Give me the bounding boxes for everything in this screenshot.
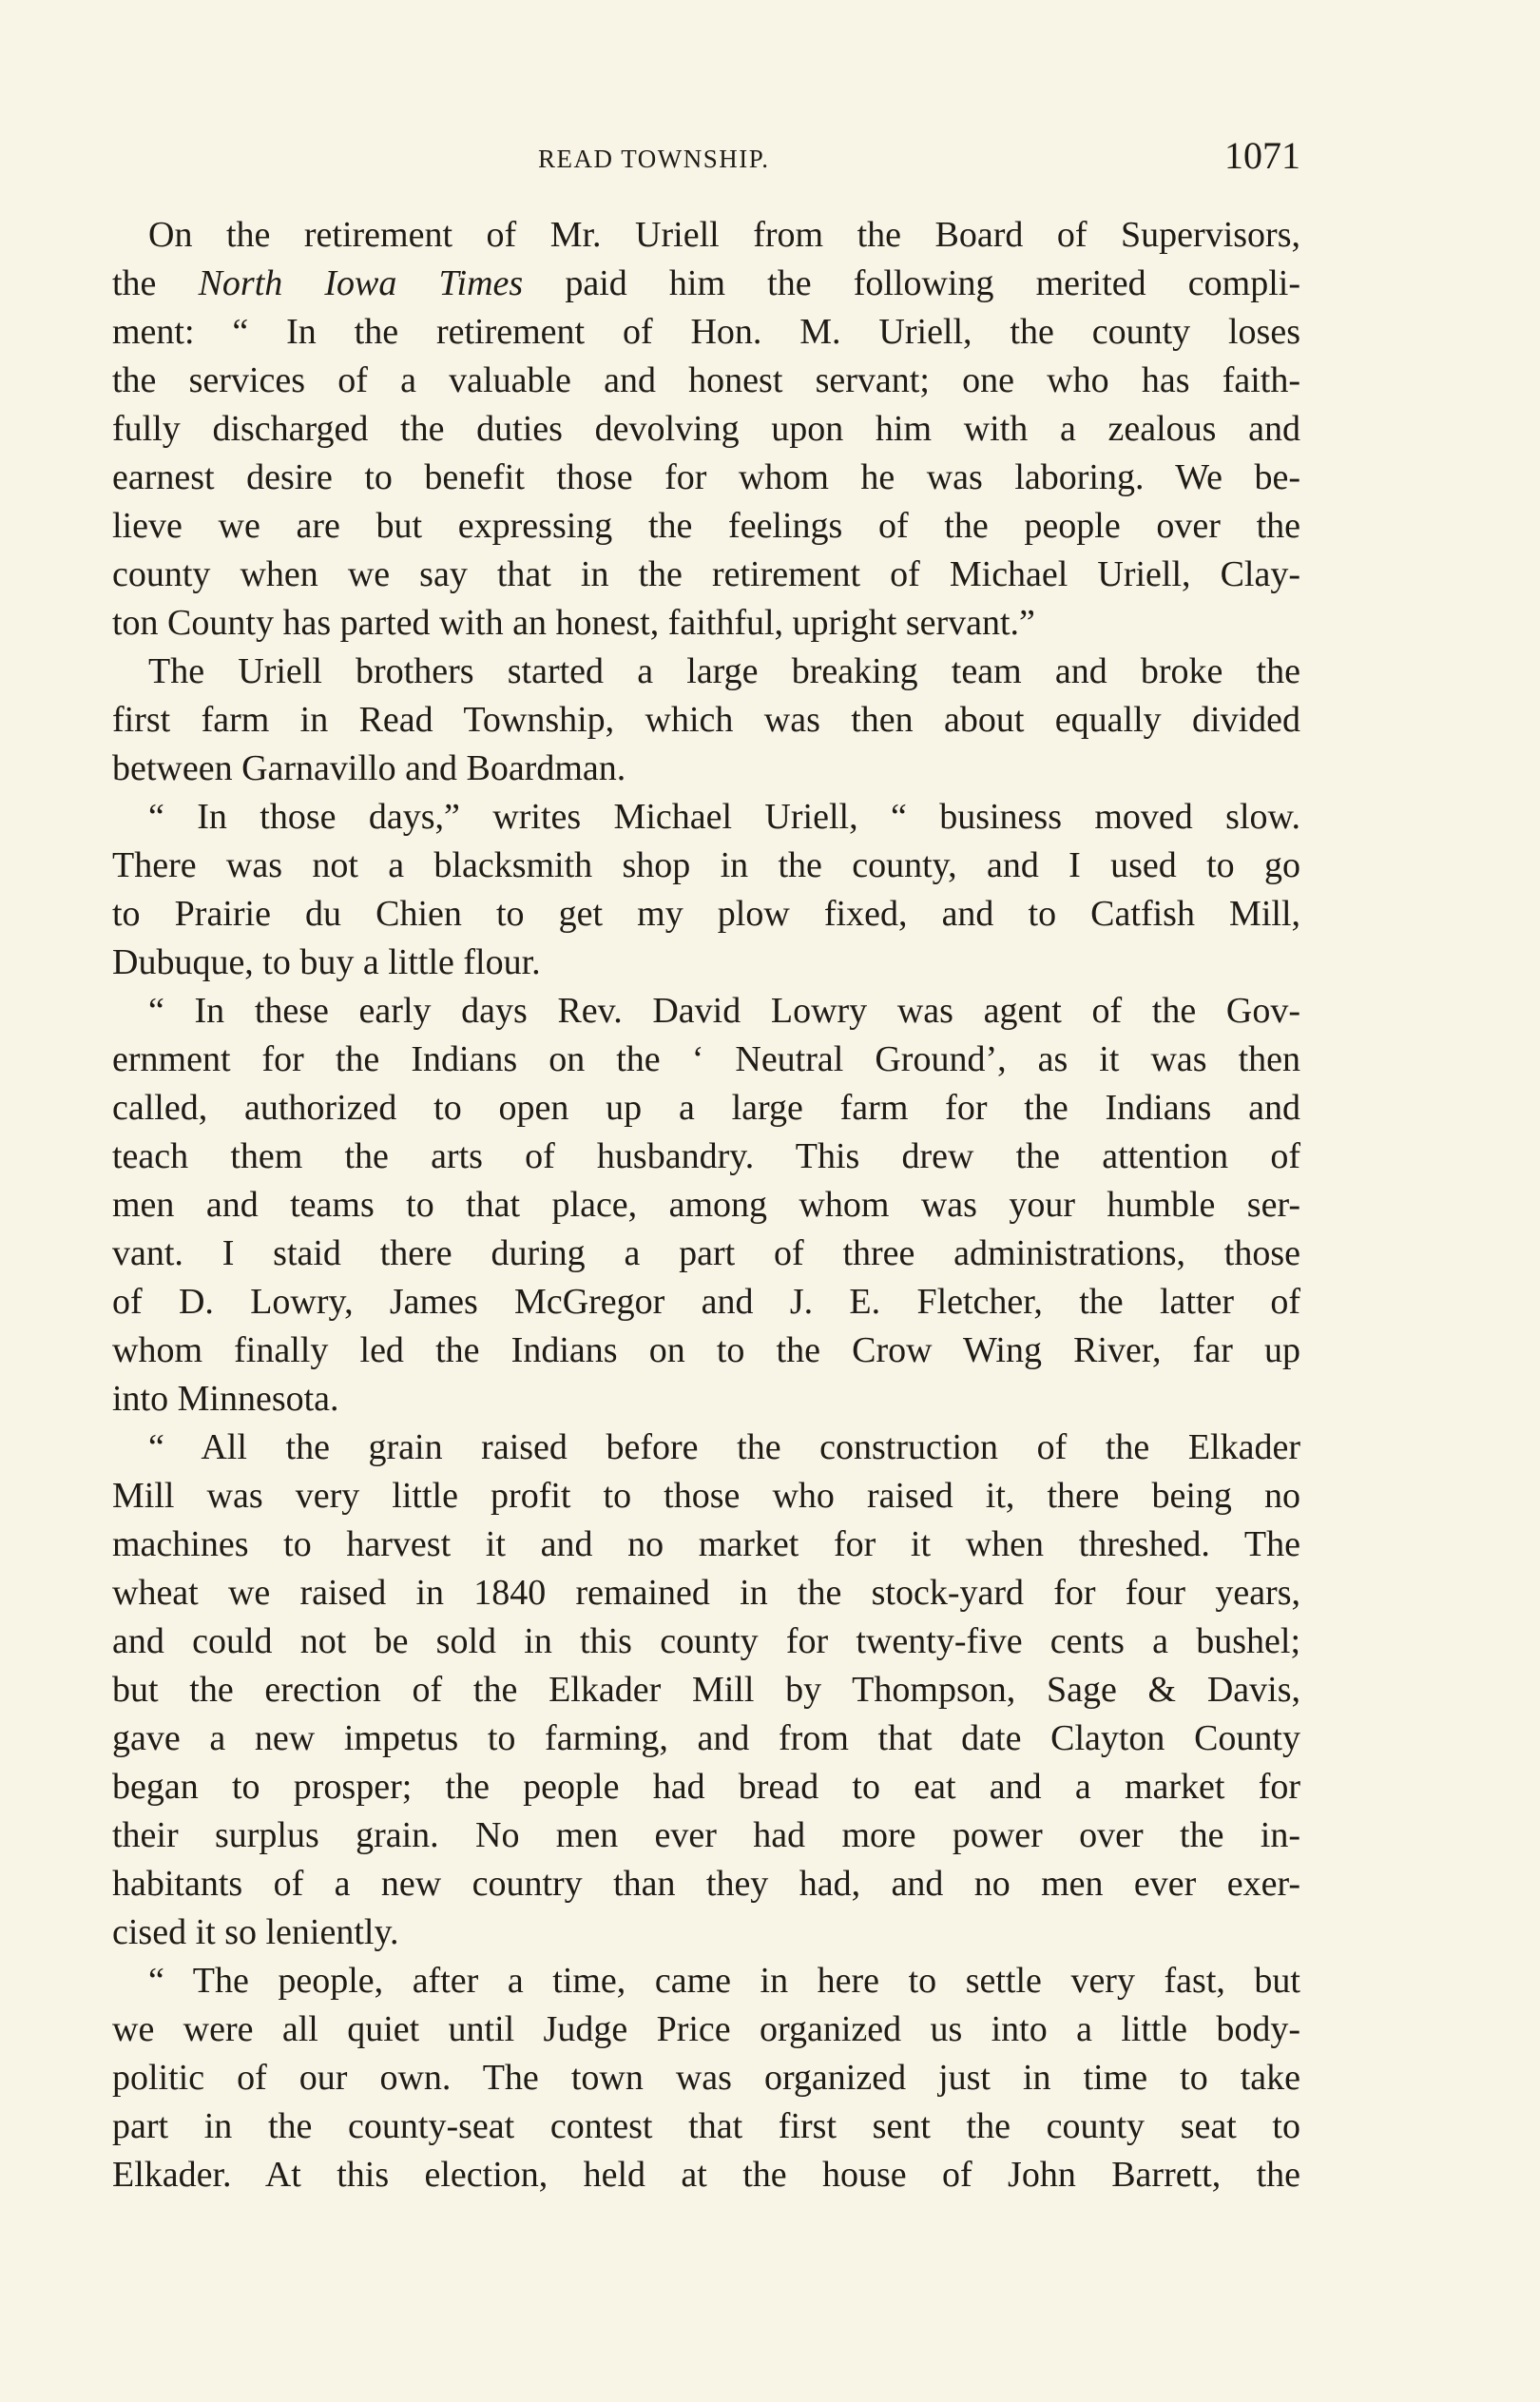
text-line: first farm in Read Township, which was then about equally divided xyxy=(112,700,1300,740)
text-line: lieve we are but expressing the feelings of the people over the xyxy=(112,506,1300,546)
text-line: county when we say that in the retirement of Michael Uriell, Clay- xyxy=(112,554,1300,594)
text-line: ton County has parted with an honest, faithful, upright servant.” xyxy=(112,603,1035,643)
body-text xyxy=(112,211,1300,2199)
text-line: Elkader. At this election, held at the house of John Barrett, the xyxy=(112,2155,1300,2195)
text-line: whom finally led the Indians on to the Crow Wing River, far up xyxy=(112,1330,1300,1370)
text-line: politic of our own. The town was organized just in time to take xyxy=(112,2058,1300,2098)
text-line: their surplus grain. No men ever had more power over the in- xyxy=(112,1815,1300,1855)
text-line: into Minnesota. xyxy=(112,1379,339,1419)
text-line: we were all quiet until Judge Price organized us into a little body- xyxy=(112,2009,1300,2049)
text-line: “ In those days,” writes Michael Uriell, “ business moved slow. xyxy=(148,797,1300,837)
text-line: and could not be sold in this county for twenty-five cents a bushel; xyxy=(112,1621,1300,1661)
text-line: fully discharged the duties devolving upon him with a zealous and xyxy=(112,409,1300,449)
text-line: The Uriell brothers started a large breaking team and broke the xyxy=(148,651,1300,691)
page-number: 1071 xyxy=(1224,134,1300,177)
text-line: began to prosper; the people had bread to eat and a market for xyxy=(112,1767,1300,1807)
text-line: men and teams to that place, among whom was your humble ser- xyxy=(112,1185,1300,1225)
text-line: vant. I staid there during a part of three administrations, those xyxy=(112,1233,1300,1273)
newspaper-title: North Iowa Times xyxy=(198,263,524,303)
text-line: habitants of a new country than they had, and no men ever exer- xyxy=(112,1864,1300,1904)
text-line: Dubuque, to buy a little flour. xyxy=(112,942,541,982)
text-line: Mill was very little profit to those who raised it, there being no xyxy=(112,1476,1300,1516)
running-title: READ TOWNSHIP. xyxy=(538,145,770,173)
text-line: ment: “ In the retirement of Hon. M. Uriell, the county loses xyxy=(112,312,1300,352)
text-line: the North Iowa Times paid him the following merited compli- xyxy=(112,263,1300,303)
text-line: called, authorized to open up a large farm for the Indians and xyxy=(112,1088,1300,1128)
text-line: part in the county-seat contest that first sent the county seat to xyxy=(112,2106,1300,2146)
text-line: wheat we raised in 1840 remained in the stock-yard for four years, xyxy=(112,1573,1300,1613)
text-line: but the erection of the Elkader Mill by Thompson, Sage & Davis, xyxy=(112,1670,1300,1710)
text-line: machines to harvest it and no market for it when threshed. The xyxy=(112,1524,1300,1564)
text-line: cised it so leniently. xyxy=(112,1912,399,1952)
text-line: teach them the arts of husbandry. This drew the attention of xyxy=(112,1136,1300,1176)
text-line: between Garnavillo and Boardman. xyxy=(112,748,626,788)
text-line: ernment for the Indians on the ‘ Neutral Ground’, as it was then xyxy=(112,1039,1300,1079)
text-line: earnest desire to benefit those for whom he was laboring. We be- xyxy=(112,457,1300,497)
text-line: the services of a valuable and honest servant; one who has faith- xyxy=(112,360,1300,400)
text-line: to Prairie du Chien to get my plow fixed, and to Catfish Mill, xyxy=(112,894,1300,934)
running-head xyxy=(112,133,1300,190)
text-line: gave a new impetus to farming, and from that date Clayton County xyxy=(112,1718,1300,1758)
text-line: On the retirement of Mr. Uriell from the Board of Supervisors, xyxy=(148,215,1300,255)
text-line: There was not a blacksmith shop in the county, and I used to go xyxy=(112,845,1300,885)
text-line: of D. Lowry, James McGregor and J. E. Fletcher, the latter of xyxy=(112,1282,1300,1322)
text-line: “ In these early days Rev. David Lowry was agent of the Gov- xyxy=(148,991,1300,1031)
text-line: “ The people, after a time, came in here to settle very fast, but xyxy=(148,1961,1300,2001)
text-line: “ All the grain raised before the construction of the Elkader xyxy=(148,1427,1300,1467)
